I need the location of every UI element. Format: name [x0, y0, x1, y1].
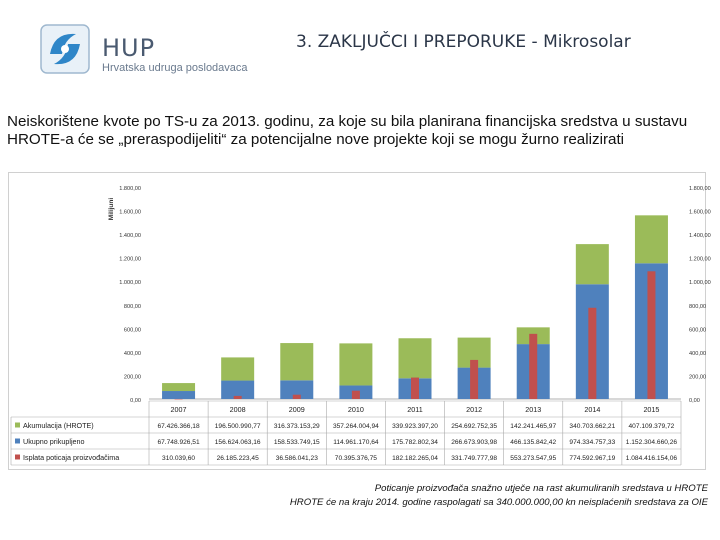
x-tick-label: 2014 — [584, 405, 601, 414]
stacked-bar-chart — [9, 173, 711, 469]
data-label: 175.782.802,34 — [392, 439, 438, 446]
legend-entry: Ukupno prikupljeno — [23, 437, 85, 446]
bar-accumulation — [339, 343, 372, 385]
bar-paid-incentive — [234, 396, 242, 399]
bar-paid-incentive — [352, 391, 360, 399]
logo-subtitle: Hrvatska udruga poslodavaca — [102, 62, 248, 74]
footnote — [290, 482, 708, 510]
x-tick-label: 2013 — [525, 405, 542, 414]
intro-text: Neiskorištene kvote po TS-u za 2013. godinu, za koje su bila planirana financijska sredstva u sustavu HROTE-a će se „preraspodijeliti“ za potencijalne nove projekte koji se mogu žurno realizirati — [7, 113, 688, 148]
bar-accumulation — [221, 357, 254, 380]
x-tick-label: 2008 — [229, 405, 246, 414]
data-label: 67.748.926,51 — [157, 439, 200, 446]
right-tick-label: 400,00 — [689, 350, 707, 357]
data-label: 466.135.842,42 — [510, 439, 557, 446]
data-label: 182.182.265,04 — [392, 455, 438, 462]
bar-accumulation — [280, 343, 313, 380]
hup-logo-mark-icon — [40, 24, 90, 74]
slide-title: 3. ZAKLJUČCI I PREPORUKE - Mikrosolar — [296, 32, 631, 52]
footnote-line-2: HROTE će na kraju 2014. godine raspolagati sa 340.000.000,00 kn neisplaćenih sredstava za OIE — [289, 497, 708, 508]
right-tick-label: 1.400,00 — [689, 233, 711, 240]
legend-entry: Isplata poticaja proizvođačima — [23, 453, 120, 462]
x-tick-label: 2010 — [347, 405, 364, 414]
data-label: 340.703.662,21 — [569, 423, 616, 430]
left-tick-label: 400,00 — [123, 350, 141, 357]
hup-logo — [40, 24, 260, 78]
data-label: 26.185.223,45 — [216, 455, 259, 462]
data-label: 114.961.170,64 — [333, 439, 379, 446]
left-tick-label: 600,00 — [123, 327, 141, 334]
left-tick-label: 0,00 — [130, 398, 141, 404]
data-label: 1.084.416.154,06 — [625, 455, 678, 462]
bar-paid-incentive — [470, 360, 478, 399]
bar-paid-incentive — [411, 378, 419, 399]
data-label: 142.241.465,97 — [510, 423, 557, 430]
data-label: 36.586.041,23 — [275, 455, 318, 462]
chart-frame — [8, 172, 711, 470]
data-label: 70.395.376,75 — [334, 455, 377, 462]
data-label: 156.624.063,16 — [214, 439, 261, 446]
right-tick-label: 0,00 — [689, 398, 700, 404]
right-tick-label: 600,00 — [689, 327, 707, 334]
data-label: 407.109.379,72 — [628, 423, 675, 430]
bar-paid-incentive — [529, 334, 537, 399]
bar-paid-incentive — [293, 395, 301, 399]
bar-accumulation — [635, 215, 668, 263]
bar-accumulation — [576, 244, 609, 284]
x-tick-label: 2012 — [466, 405, 483, 414]
bar-paid-incentive — [175, 399, 183, 400]
left-tick-label: 1.000,00 — [119, 280, 141, 287]
data-label: 1.152.304.660,26 — [625, 439, 678, 446]
legend-swatch — [15, 423, 20, 428]
data-label: 357.264.004,94 — [332, 423, 379, 430]
data-label: 339.923.397,20 — [392, 423, 438, 430]
data-label: 254.692.752,35 — [451, 423, 498, 430]
left-tick-label: 1.200,00 — [119, 256, 141, 263]
data-label: 67.426.366,18 — [157, 423, 200, 430]
bar-accumulation — [399, 338, 432, 378]
legend-swatch — [15, 439, 20, 444]
legend-swatch — [15, 455, 20, 460]
x-tick-label: 2007 — [170, 405, 187, 414]
data-label: 310.039,60 — [162, 455, 196, 462]
bar-paid-incentive — [588, 308, 596, 399]
logo-name: HUP — [102, 34, 156, 62]
right-tick-label: 1.200,00 — [689, 256, 711, 263]
right-tick-label: 200,00 — [689, 374, 707, 381]
x-tick-label: 2015 — [643, 405, 660, 414]
legend-entry: Akumulacija (HROTE) — [23, 421, 94, 430]
left-tick-label: 800,00 — [123, 303, 141, 310]
right-tick-label: 800,00 — [689, 303, 707, 310]
data-label: 974.334.757,33 — [569, 439, 616, 446]
bar-accumulation — [162, 383, 195, 391]
right-tick-label: 1.800,00 — [689, 186, 711, 192]
bar-paid-incentive — [647, 271, 655, 399]
footnote-line-1: Poticanje proizvođača snažno utječe na rast akumuliranih sredstava u HROTE — [374, 483, 708, 494]
data-label: 196.500.990,77 — [214, 423, 261, 430]
data-label: 158.533.749,15 — [273, 439, 320, 446]
bar-total-incentive — [162, 391, 195, 399]
data-label: 553.273.547,95 — [510, 455, 557, 462]
left-tick-label: 1.400,00 — [119, 233, 141, 240]
right-tick-label: 1.000,00 — [689, 280, 711, 287]
right-tick-label: 1.600,00 — [689, 209, 711, 216]
data-label: 331.749.777,98 — [451, 455, 498, 462]
left-tick-label: 200,00 — [123, 374, 141, 381]
data-label: 266.673.903,98 — [451, 439, 498, 446]
data-label: 316.373.153,29 — [273, 423, 320, 430]
y-axis-label: Milijuni — [108, 197, 115, 221]
data-label: 774.592.967,19 — [569, 455, 616, 462]
x-tick-label: 2009 — [288, 405, 305, 414]
x-tick-label: 2011 — [407, 405, 423, 414]
left-tick-label: 1.800,00 — [119, 186, 141, 192]
left-tick-label: 1.600,00 — [119, 209, 141, 216]
